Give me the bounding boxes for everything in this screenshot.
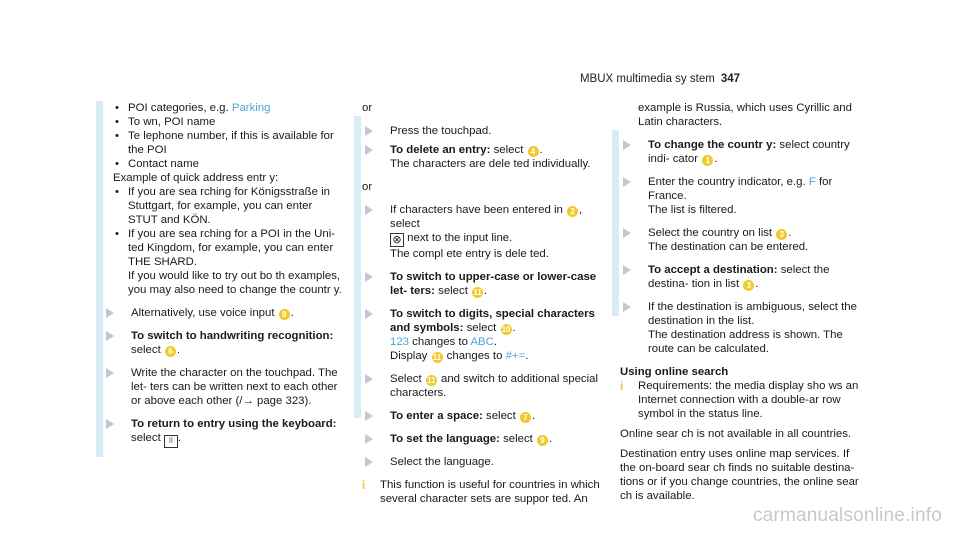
arrow-icon (623, 302, 631, 312)
step: To delete an entry: select 4 . The characters are dele ted individually. (362, 143, 602, 171)
page-header (580, 73, 740, 85)
or-label: or (362, 181, 373, 193)
info-note: i Requirements: the media display sho ws an Internet connection with a double-ar row symbol in the status line. (620, 379, 859, 420)
list-item: • If you are sea rching for a POI in the Uni‐ ted Kingdom, for example, you can enter THE SHARD. (113, 227, 343, 269)
keyboard-icon: ⠿ (164, 435, 178, 448)
delete-icon: ⊗ (390, 233, 404, 247)
list-item: • Contact name (113, 157, 343, 171)
number-badge: 3 (743, 280, 754, 291)
arrow-icon (106, 419, 114, 429)
step: Select the country on list 3 . The destination can be entered. (620, 226, 862, 254)
list-item: • If you are sea rching for Königsstraße in Stuttgart, for example, you can enter STUT and KÖN. (113, 185, 343, 227)
step: If characters have been entered in 2 , select ⊗ next to the input line. The compl ete entry is dele ted. (362, 203, 602, 261)
arrow-icon (106, 368, 114, 378)
arrow-icon (623, 228, 631, 238)
step: To return to entry using the keyboard: select ⠿ . (103, 417, 343, 448)
number-badge: 8 (279, 309, 290, 320)
info-icon: i (620, 379, 624, 393)
margin-bar (96, 101, 103, 457)
arrow-icon (365, 309, 373, 319)
arrow-icon (623, 140, 631, 150)
arrow-icon (106, 331, 114, 341)
column-2 (362, 101, 602, 506)
column-3 (620, 101, 862, 503)
section-heading: Using online search (620, 366, 729, 378)
step: Write the character on the touchpad. The let‐ ters can be written next to each other or above each other (/→ page 323). (103, 366, 343, 408)
list-item-note: If you would like to try out bo th examples, you may also need to change the countr y. (128, 270, 342, 296)
number-badge: 11 (473, 288, 482, 297)
step: If the destination is ambiguous, select the destination in the list. The destination address is shown. The route can be calculated. (620, 300, 862, 356)
number-badge: 1 (702, 155, 713, 166)
number-badge: 9 (537, 435, 548, 446)
column-1 (103, 101, 343, 448)
paragraph: Online sear ch is not available in all countries. (620, 428, 852, 440)
list-item: • POI categories, e.g. Parking (113, 101, 343, 115)
info-note: i This function is useful for countries in which several character sets are suppor ted. An (362, 478, 600, 505)
list-item: • To wn, POI name (113, 115, 343, 129)
arrow-icon (365, 411, 373, 421)
number-badge: 4 (528, 146, 539, 157)
number-badge: 11 (427, 376, 436, 385)
section-title: MBUX multimedia sy stem (579, 73, 715, 85)
step: Enter the country indicator, e.g. F for France. The list is filtered. (620, 175, 862, 217)
step: To switch to upper-case or lower-case let‐ ters: select 11 . (362, 270, 602, 298)
number-badge: 7 (520, 412, 531, 423)
step: To accept a destination: select the destina‐ tion in list 3 . (620, 263, 862, 291)
info-note-continued: example is Russia, which uses Cyrillic and Latin characters. (638, 102, 852, 128)
paragraph: Destination entry uses online map services. If the on-board sear ch finds no suitable destina‐ tions or if you change countries, the online sear ch is available. (620, 448, 859, 502)
arrow-icon (365, 205, 373, 215)
step: Select 11 and switch to additional special characters. (362, 372, 602, 400)
margin-bar (612, 130, 619, 316)
step: Alternatively, use voice input 8 . (103, 306, 343, 320)
step: To set the language: select 9 . (362, 432, 602, 446)
parking-link[interactable]: Parking (231, 102, 271, 114)
step: To switch to handwriting recognition: select 6 . (103, 329, 343, 357)
arrow-icon (365, 457, 373, 467)
country-f-link[interactable]: F (808, 176, 816, 188)
arrow-icon (623, 177, 631, 187)
step: Select the language. (362, 455, 602, 469)
list-item: • Te lephone number, if this is available for the POI (113, 129, 343, 157)
watermark: carmanualsonline.info (752, 505, 942, 526)
arrow-icon (623, 265, 631, 275)
arrow-icon (106, 308, 114, 318)
example-heading: Example of quick address entr y: (113, 172, 279, 184)
step: Press the touchpad. (362, 124, 602, 138)
or-label: or (362, 102, 373, 114)
step: To change the countr y: select country indi‐ cator 1 . (620, 138, 862, 166)
number-badge: 3 (776, 229, 787, 240)
number-badge: 10 (501, 325, 511, 334)
arrow-icon (365, 145, 373, 155)
arrow-icon (365, 434, 373, 444)
step: To enter a space: select 7 . (362, 409, 602, 423)
step: To switch to digits, special characters and symbols: select 10 . 123 changes to ABC. Display 11 changes to #+=. (362, 307, 602, 363)
arrow-icon (365, 126, 373, 136)
page-number: 347 (720, 73, 740, 85)
info-icon: i (362, 478, 366, 492)
margin-bar (354, 116, 361, 418)
number-badge: 6 (165, 346, 176, 357)
number-badge: 2 (567, 206, 578, 217)
arrow-icon (365, 272, 373, 282)
arrow-icon (365, 374, 373, 384)
number-badge: 11 (432, 353, 442, 362)
